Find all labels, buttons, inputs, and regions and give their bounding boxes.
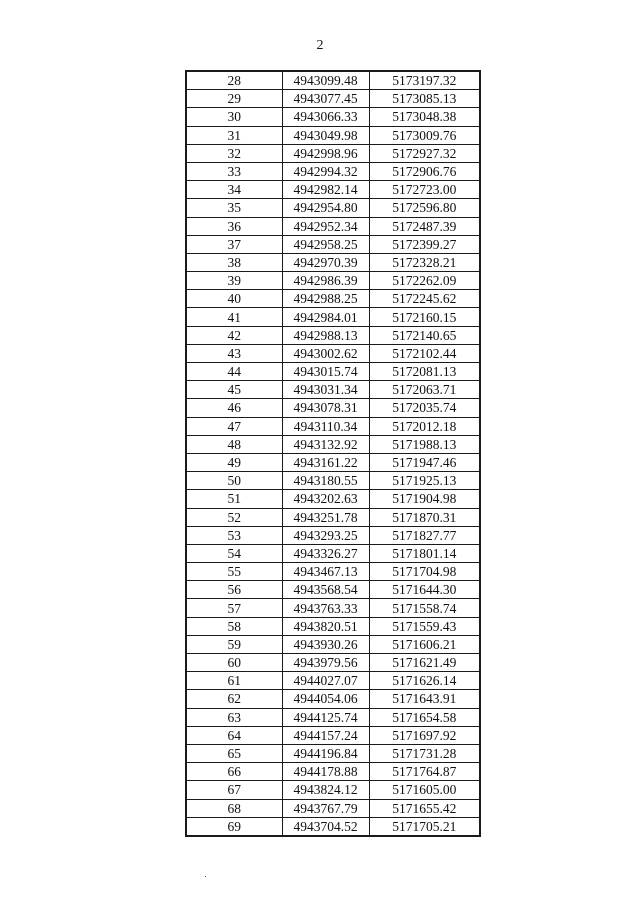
x-coordinate-cell: 4944196.84 — [282, 744, 369, 762]
x-coordinate-cell: 4942952.34 — [282, 217, 369, 235]
x-coordinate-cell: 4943161.22 — [282, 453, 369, 471]
table-row — [186, 363, 480, 381]
point-number-cell: 39 — [186, 272, 282, 290]
point-number-cell: 36 — [186, 217, 282, 235]
point-number-cell: 56 — [186, 581, 282, 599]
table-row — [186, 90, 480, 108]
x-coordinate-cell: 4944054.06 — [282, 690, 369, 708]
x-coordinate-cell: 4942998.96 — [282, 144, 369, 162]
x-coordinate-cell: 4943078.31 — [282, 399, 369, 417]
point-number-cell: 34 — [186, 181, 282, 199]
page-number: 2 — [316, 38, 324, 53]
y-coordinate-cell: 5171988.13 — [369, 435, 480, 453]
x-coordinate-cell: 4943180.55 — [282, 472, 369, 490]
table-row — [186, 635, 480, 653]
table-row — [186, 599, 480, 617]
x-coordinate-cell: 4943824.12 — [282, 781, 369, 799]
table-row — [186, 744, 480, 762]
point-number-cell: 38 — [186, 253, 282, 271]
table-row — [186, 326, 480, 344]
point-number-cell: 52 — [186, 508, 282, 526]
table-row — [186, 472, 480, 490]
x-coordinate-cell: 4942982.14 — [282, 181, 369, 199]
table-row — [186, 71, 480, 90]
point-number-cell: 30 — [186, 108, 282, 126]
table-row — [186, 235, 480, 253]
point-number-cell: 55 — [186, 563, 282, 581]
table-row — [186, 453, 480, 471]
table-row — [186, 581, 480, 599]
x-coordinate-cell: 4943077.45 — [282, 90, 369, 108]
point-number-cell: 32 — [186, 144, 282, 162]
table-row — [186, 162, 480, 180]
x-coordinate-cell: 4943031.34 — [282, 381, 369, 399]
point-number-cell: 53 — [186, 526, 282, 544]
point-number-cell: 33 — [186, 162, 282, 180]
table-row — [186, 563, 480, 581]
x-coordinate-cell: 4943132.92 — [282, 435, 369, 453]
y-coordinate-cell: 5171697.92 — [369, 726, 480, 744]
point-number-cell: 37 — [186, 235, 282, 253]
point-number-cell: 41 — [186, 308, 282, 326]
y-coordinate-cell: 5171870.31 — [369, 508, 480, 526]
y-coordinate-cell: 5172140.65 — [369, 326, 480, 344]
point-number-cell: 58 — [186, 617, 282, 635]
y-coordinate-cell: 5172081.13 — [369, 363, 480, 381]
x-coordinate-cell: 4943202.63 — [282, 490, 369, 508]
x-coordinate-cell: 4943979.56 — [282, 654, 369, 672]
y-coordinate-cell: 5171947.46 — [369, 453, 480, 471]
point-number-cell: 60 — [186, 654, 282, 672]
table-row — [186, 308, 480, 326]
y-coordinate-cell: 5171643.91 — [369, 690, 480, 708]
y-coordinate-cell: 5171606.21 — [369, 635, 480, 653]
y-coordinate-cell: 5173197.32 — [369, 71, 480, 90]
table-row — [186, 344, 480, 362]
table-row — [186, 817, 480, 836]
x-coordinate-cell: 4942984.01 — [282, 308, 369, 326]
table-row — [186, 253, 480, 271]
x-coordinate-cell: 4943099.48 — [282, 71, 369, 90]
x-coordinate-cell: 4944125.74 — [282, 708, 369, 726]
point-number-cell: 54 — [186, 544, 282, 562]
point-number-cell: 45 — [186, 381, 282, 399]
y-coordinate-cell: 5172262.09 — [369, 272, 480, 290]
y-coordinate-cell: 5171605.00 — [369, 781, 480, 799]
y-coordinate-cell: 5172927.32 — [369, 144, 480, 162]
x-coordinate-cell: 4944157.24 — [282, 726, 369, 744]
point-number-cell: 67 — [186, 781, 282, 799]
scan-speck — [205, 876, 206, 877]
y-coordinate-cell: 5171764.87 — [369, 763, 480, 781]
y-coordinate-cell: 5171654.58 — [369, 708, 480, 726]
x-coordinate-cell: 4943326.27 — [282, 544, 369, 562]
point-number-cell: 59 — [186, 635, 282, 653]
x-coordinate-cell: 4943568.54 — [282, 581, 369, 599]
point-number-cell: 31 — [186, 126, 282, 144]
point-number-cell: 63 — [186, 708, 282, 726]
table-row — [186, 544, 480, 562]
point-number-cell: 69 — [186, 817, 282, 836]
y-coordinate-cell: 5172012.18 — [369, 417, 480, 435]
table-row — [186, 672, 480, 690]
point-number-cell: 42 — [186, 326, 282, 344]
point-number-cell: 66 — [186, 763, 282, 781]
table-row — [186, 399, 480, 417]
table-row — [186, 181, 480, 199]
point-number-cell: 40 — [186, 290, 282, 308]
point-number-cell: 68 — [186, 799, 282, 817]
table-row — [186, 126, 480, 144]
point-number-cell: 50 — [186, 472, 282, 490]
x-coordinate-cell: 4942958.25 — [282, 235, 369, 253]
y-coordinate-cell: 5171704.98 — [369, 563, 480, 581]
point-number-cell: 64 — [186, 726, 282, 744]
table-row — [186, 290, 480, 308]
point-number-cell: 35 — [186, 199, 282, 217]
x-coordinate-cell: 4943704.52 — [282, 817, 369, 836]
y-coordinate-cell: 5173048.38 — [369, 108, 480, 126]
table-row — [186, 781, 480, 799]
x-coordinate-cell: 4943763.33 — [282, 599, 369, 617]
x-coordinate-cell: 4942954.80 — [282, 199, 369, 217]
x-coordinate-cell: 4943293.25 — [282, 526, 369, 544]
x-coordinate-cell: 4943767.79 — [282, 799, 369, 817]
y-coordinate-cell: 5172160.15 — [369, 308, 480, 326]
table-row — [186, 690, 480, 708]
coordinates-table-body — [186, 71, 480, 836]
point-number-cell: 57 — [186, 599, 282, 617]
point-number-cell: 43 — [186, 344, 282, 362]
x-coordinate-cell: 4943820.51 — [282, 617, 369, 635]
x-coordinate-cell: 4943110.34 — [282, 417, 369, 435]
y-coordinate-cell: 5172102.44 — [369, 344, 480, 362]
table-row — [186, 381, 480, 399]
x-coordinate-cell: 4944027.07 — [282, 672, 369, 690]
table-row — [186, 708, 480, 726]
table-row — [186, 526, 480, 544]
y-coordinate-cell: 5172487.39 — [369, 217, 480, 235]
x-coordinate-cell: 4943015.74 — [282, 363, 369, 381]
x-coordinate-cell: 4943467.13 — [282, 563, 369, 581]
y-coordinate-cell: 5171925.13 — [369, 472, 480, 490]
point-number-cell: 61 — [186, 672, 282, 690]
x-coordinate-cell: 4942988.13 — [282, 326, 369, 344]
y-coordinate-cell: 5171559.43 — [369, 617, 480, 635]
table-row — [186, 435, 480, 453]
table-row — [186, 799, 480, 817]
point-number-cell: 28 — [186, 71, 282, 90]
table-row — [186, 144, 480, 162]
table-row — [186, 272, 480, 290]
point-number-cell: 51 — [186, 490, 282, 508]
y-coordinate-cell: 5171644.30 — [369, 581, 480, 599]
coordinates-table — [185, 70, 481, 837]
x-coordinate-cell: 4943049.98 — [282, 126, 369, 144]
y-coordinate-cell: 5172596.80 — [369, 199, 480, 217]
y-coordinate-cell: 5171827.77 — [369, 526, 480, 544]
point-number-cell: 49 — [186, 453, 282, 471]
point-number-cell: 48 — [186, 435, 282, 453]
point-number-cell: 47 — [186, 417, 282, 435]
y-coordinate-cell: 5171731.28 — [369, 744, 480, 762]
y-coordinate-cell: 5172035.74 — [369, 399, 480, 417]
y-coordinate-cell: 5172399.27 — [369, 235, 480, 253]
y-coordinate-cell: 5171558.74 — [369, 599, 480, 617]
x-coordinate-cell: 4942994.32 — [282, 162, 369, 180]
y-coordinate-cell: 5172723.00 — [369, 181, 480, 199]
y-coordinate-cell: 5171801.14 — [369, 544, 480, 562]
y-coordinate-cell: 5173085.13 — [369, 90, 480, 108]
x-coordinate-cell: 4942988.25 — [282, 290, 369, 308]
x-coordinate-cell: 4942970.39 — [282, 253, 369, 271]
table-row — [186, 508, 480, 526]
point-number-cell: 44 — [186, 363, 282, 381]
point-number-cell: 46 — [186, 399, 282, 417]
x-coordinate-cell: 4943066.33 — [282, 108, 369, 126]
y-coordinate-cell: 5171655.42 — [369, 799, 480, 817]
x-coordinate-cell: 4943930.26 — [282, 635, 369, 653]
point-number-cell: 65 — [186, 744, 282, 762]
table-row — [186, 217, 480, 235]
table-row — [186, 726, 480, 744]
y-coordinate-cell: 5172063.71 — [369, 381, 480, 399]
table-row — [186, 654, 480, 672]
y-coordinate-cell: 5172328.21 — [369, 253, 480, 271]
table-row — [186, 763, 480, 781]
y-coordinate-cell: 5171621.49 — [369, 654, 480, 672]
table-row — [186, 617, 480, 635]
y-coordinate-cell: 5171626.14 — [369, 672, 480, 690]
y-coordinate-cell: 5172906.76 — [369, 162, 480, 180]
y-coordinate-cell: 5172245.62 — [369, 290, 480, 308]
x-coordinate-cell: 4943002.62 — [282, 344, 369, 362]
x-coordinate-cell: 4943251.78 — [282, 508, 369, 526]
table-row — [186, 199, 480, 217]
table-row — [186, 108, 480, 126]
y-coordinate-cell: 5171705.21 — [369, 817, 480, 836]
table-row — [186, 490, 480, 508]
point-number-cell: 29 — [186, 90, 282, 108]
x-coordinate-cell: 4944178.88 — [282, 763, 369, 781]
x-coordinate-cell: 4942986.39 — [282, 272, 369, 290]
point-number-cell: 62 — [186, 690, 282, 708]
y-coordinate-cell: 5173009.76 — [369, 126, 480, 144]
table-row — [186, 417, 480, 435]
y-coordinate-cell: 5171904.98 — [369, 490, 480, 508]
